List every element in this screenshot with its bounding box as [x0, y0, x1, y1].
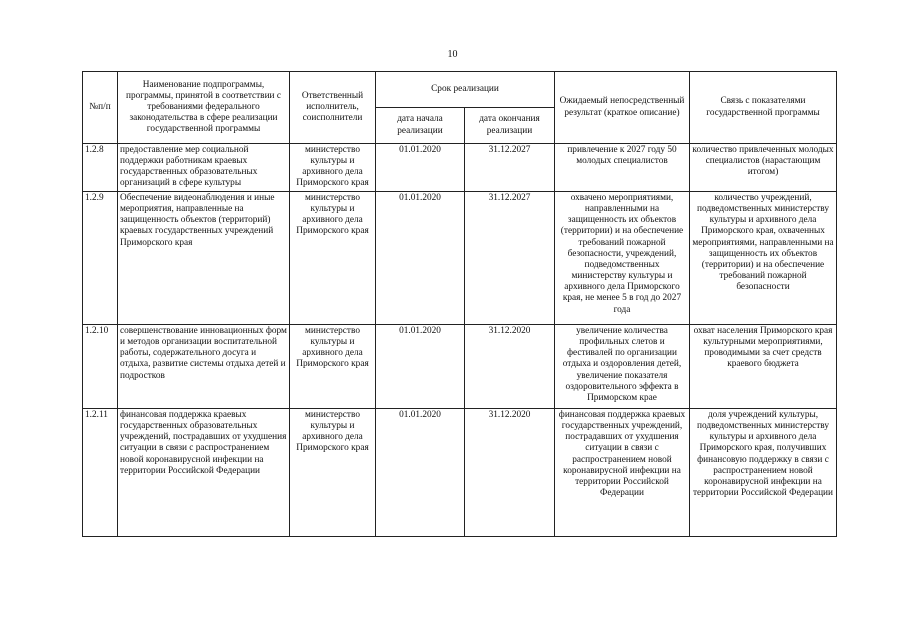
table-row [83, 144, 837, 192]
row-result: охвачено мероприятиями, направленными на защищенность их объектов (территории) и на обеспечение требований пожарной безопасности, учреждений, подведомственных министерству культуры и архивного дела Приморского края, не менее 5 в год до 2027 года [555, 192, 690, 325]
page-number: 10 [447, 49, 458, 60]
row-link: охват населения Приморского края культурными мероприятиями, проводимыми за счет средств краевого бюджета [690, 325, 837, 409]
row-end: 31.12.2020 [465, 409, 555, 537]
row-link: количество учреждений, подведомственных министерству культуры и архивного дела Приморского края, охваченных мероприятиями, направленными на защищенность их объектов (территории) и на обеспечение требований пожарной безопасности [690, 192, 837, 325]
header-executor: Ответственный исполнитель, соисполнители [290, 72, 376, 144]
row-name: совершенствование инновационных форм и методов организации воспитательной работы, содержательного досуга и отдыха, развитие системы отдыха детей и подростков [118, 325, 290, 409]
row-end: 31.12.2027 [465, 144, 555, 192]
row-result: увеличение количества профильных слетов и фестивалей по организации отдыха и оздоровления детей, увеличение показателя оздоровительного эффекта в Приморском крае [555, 325, 690, 409]
table-row [83, 325, 837, 409]
row-num: 1.2.10 [83, 325, 118, 409]
row-num: 1.2.11 [83, 409, 118, 537]
row-link: количество привлеченных молодых специалистов (нарастающим итогом) [690, 144, 837, 192]
row-link: доля учреждений культуры, подведомственных министерству культуры и архивного дела Приморского края, получивших финансовую поддержку в связи с распространением новой коронавирусной инфекции на территории Российской Федерации [690, 409, 837, 537]
row-executor: министерство культуры и архивного дела Приморского края [290, 325, 376, 409]
row-num: 1.2.8 [83, 144, 118, 192]
row-name: финансовая поддержка краевых государственных образовательных учреждений, пострадавших от ухудшения ситуации в связи с распространением новой коронавирусной инфекции на территории Российской Федерации [118, 409, 290, 537]
row-start: 01.01.2020 [376, 409, 465, 537]
header-name: Наименование подпрограммы, программы, принятой в соответствии с требованиями федерального законодательства в сфере реализации государственной программы [118, 72, 290, 144]
row-result: привлечение к 2027 году 50 молодых специалистов [555, 144, 690, 192]
header-result: Ожидаемый непосредственный результат (краткое описание) [555, 72, 690, 144]
table-row [83, 192, 837, 325]
row-start: 01.01.2020 [376, 192, 465, 325]
program-table [82, 71, 837, 537]
header-link: Связь с показателями государственной программы [690, 72, 837, 144]
header-end: дата окончания реализации [465, 108, 555, 144]
row-name: предоставление мер социальной поддержки работникам краевых государственных образовательных организаций в сфере культуры [118, 144, 290, 192]
row-num: 1.2.9 [83, 192, 118, 325]
row-start: 01.01.2020 [376, 144, 465, 192]
row-name: Обеспечение видеонаблюдения и иные мероприятия, направленные на защищенность объектов (территорий) краевых государственных учреждений Приморского края [118, 192, 290, 325]
row-start: 01.01.2020 [376, 325, 465, 409]
table-row [83, 409, 837, 537]
row-executor: министерство культуры и архивного дела Приморского края [290, 409, 376, 537]
row-result: финансовая поддержка краевых государственных учреждений, пострадавших от ухудшения ситуации в связи с распространением новой коронавирусной инфекции на территории Российской Федерации [555, 409, 690, 537]
header-period: Срок реализации [376, 72, 555, 108]
row-executor: министерство культуры и архивного дела Приморского края [290, 192, 376, 325]
header-num: №п/п [83, 72, 118, 144]
row-end: 31.12.2027 [465, 192, 555, 325]
row-end: 31.12.2020 [465, 325, 555, 409]
header-start: дата начала реализации [376, 108, 465, 144]
row-executor: министерство культуры и архивного дела Приморского края [290, 144, 376, 192]
